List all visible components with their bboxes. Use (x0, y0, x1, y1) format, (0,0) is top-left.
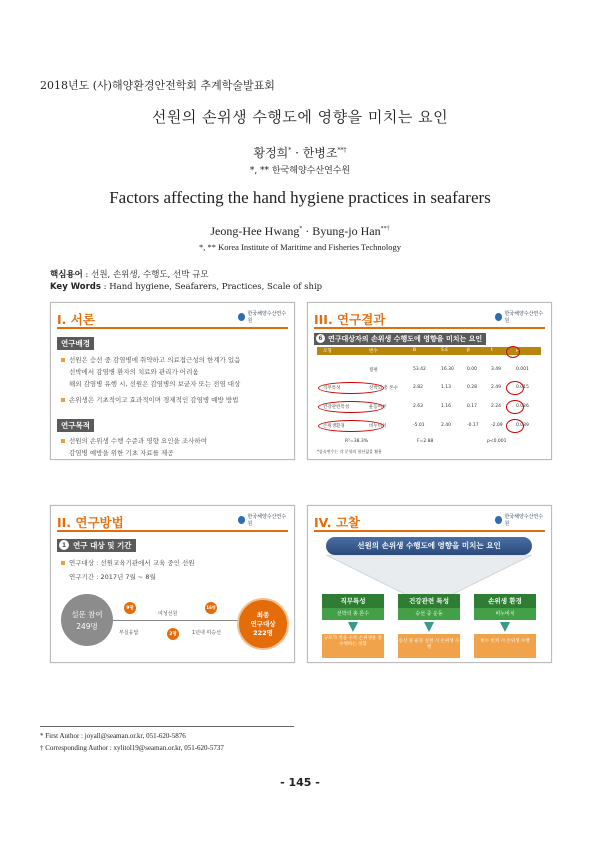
institute-logo (495, 514, 545, 525)
title-underline (57, 327, 288, 329)
table-cell: 직무특성 (323, 386, 341, 391)
conference-header: 2018년도 (사)해양환경안전학회 추계학술발표회 (40, 79, 275, 92)
table-cell: 0.17 (467, 404, 478, 409)
table-cell: 0.026 (516, 404, 529, 409)
factor-1-title: 직무특성 (322, 594, 384, 608)
table-cell: 비누비치 (369, 424, 387, 429)
slide-title: III. 연구결과 (314, 312, 386, 327)
factor-2-title: 건강관련 특성 (398, 594, 460, 608)
author-2-en: · Byung-jo Han (302, 224, 381, 238)
table-cell: 3.49 (491, 367, 502, 372)
table-header-cell: 변수 (369, 349, 378, 354)
slide-methods (50, 505, 295, 663)
table-cell: -2.09 (491, 423, 503, 428)
highlight-oval (506, 381, 524, 395)
title-underline (57, 530, 288, 532)
slide-introduction (50, 302, 295, 460)
author-2-mark: **† (337, 147, 347, 154)
table-cell: 1.13 (441, 385, 452, 390)
factors-banner: 선원의 손위생 수행도에 영향을 미치는 요인 (326, 537, 532, 555)
author-1-en-mark: * (299, 226, 303, 232)
author-1-mark: * (288, 147, 292, 154)
highlight-oval (506, 419, 524, 433)
table-cell: 절편 (369, 368, 378, 373)
exclusion-2-count: 2명 (169, 632, 177, 637)
logo-icon (238, 313, 245, 321)
exclusion-3-count: 16명 (206, 605, 216, 610)
logo-text: 한국해양수산연수원 (504, 513, 544, 527)
table-cell: 1.16 (441, 404, 452, 409)
keywords-english (50, 282, 322, 292)
paper-title-english: Factors affecting the hand hygiene practices in seafarers (109, 188, 491, 207)
flow-line (113, 620, 238, 621)
arrow-down-icon (348, 622, 358, 632)
table-cell: 0.039 (516, 423, 529, 428)
title-underline (314, 530, 545, 532)
author-2-en-mark: **† (380, 226, 390, 232)
table-header-cell: t (491, 348, 493, 353)
bullet-3-text: 선원의 손위생 수행 수준과 영향 요인을 조사하여 (69, 437, 207, 445)
highlight-oval (318, 420, 387, 432)
survey-label: 설문 참여 (71, 610, 103, 619)
p-value: p<0.001 (487, 439, 507, 444)
slide-title: I. 서론 (57, 312, 95, 327)
table-header-cell: p (516, 348, 519, 353)
paper-title-korean: 선원의 손위생 수행도에 영향을 미치는 요인 (151, 108, 449, 126)
table-header-cell: 모형 (323, 349, 332, 354)
final-count: 222명 (253, 629, 273, 637)
bullet-2 (61, 395, 238, 404)
author-2: · 한병조 (291, 146, 338, 160)
author-1: 황정희 (253, 146, 289, 160)
final-label-1: 최종 (256, 611, 270, 619)
bullet-icon (61, 561, 65, 565)
table-cell: 2.82 (413, 385, 424, 390)
bullet-icon (61, 439, 65, 443)
methods-subtitle: 연구 대상 및 기간 (57, 539, 136, 552)
section-tag-background: 연구배경 (57, 337, 94, 350)
factor-3-title: 손위생 환경 (474, 594, 536, 608)
outcome-2: 승선 중 운동 실천 시 손위생 수행 (398, 634, 460, 658)
authors-english (0, 224, 600, 239)
affiliation-english: *, ** Korea Institute of Maritime and Fisheries Technology (198, 242, 402, 252)
bullet-1 (61, 355, 240, 364)
logo-text: 한국해양수산연수원 (247, 513, 287, 527)
slide-title: IV. 고찰 (314, 515, 360, 530)
bullet-icon (61, 358, 65, 362)
highlight-oval (318, 401, 387, 413)
outcome-1: 규모가 작을 수록 손위생을 잘 수행하는 경향 (322, 634, 384, 658)
factor-1-text: 선박의 총 톤수 (322, 608, 384, 620)
table-cell: 2.40 (441, 423, 452, 428)
table-cell: 0.015 (516, 385, 529, 390)
bullet-1b: 선박에서 감염병 환자의 치료와 관리가 어려움 (69, 368, 199, 376)
logo-icon (238, 516, 245, 524)
results-subtitle: 연구대상자의 손위생 수행도에 영향을 미치는 요인 (314, 333, 486, 345)
logo-icon (495, 313, 502, 321)
exclusion-3-label: 1년내 미승선 (192, 630, 221, 636)
bullet-3 (61, 436, 207, 445)
table-cell: 2.24 (491, 404, 502, 409)
table-cell: 0.001 (516, 367, 529, 372)
table-cell: 0.00 (467, 367, 478, 372)
table-header-cell: β (467, 348, 470, 353)
exclusion-1-count: 9명 (126, 606, 134, 611)
bullet-subjects-text: 연구대상 : 선원교육기관에서 교육 중인 선원 (69, 559, 195, 567)
table-cell: 선박의 총 톤수 (369, 386, 398, 391)
bullet-2-text: 손위생은 기초적이고 효과적이며 경제적인 감염병 예방 방법 (69, 396, 239, 404)
table-cell: 손위생환경 (323, 424, 345, 429)
institute-logo (495, 311, 545, 322)
slide-discussion (307, 505, 552, 663)
funnel-shape (326, 555, 532, 595)
bullet-icon (61, 398, 65, 402)
table-cell: 16.30 (441, 367, 454, 372)
section-number-badge: 6 (316, 334, 325, 343)
slide-results (307, 302, 552, 460)
outcome-3: 비누 비치 시 손위생 수행 (474, 634, 536, 658)
institute-logo (238, 514, 288, 525)
arrows-down (308, 622, 551, 634)
keywords-ko-label: 핵심용어 (50, 270, 83, 280)
highlight-oval (506, 346, 520, 358)
logo-text: 한국해양수산연수원 (247, 310, 287, 324)
highlight-oval (318, 382, 384, 394)
table-cell: 53.42 (413, 367, 426, 372)
keywords-ko-text: : 선원, 손위생, 수행도, 선박 규모 (82, 270, 209, 280)
logo-icon (495, 516, 502, 524)
affiliation-korean: *, ** 한국해양수산연수원 (249, 166, 351, 176)
footnote-corresponding-author: † Corresponding Author : xylitol19@seaman.or.kr, 051-620-5737 (40, 744, 224, 752)
title-underline (314, 327, 545, 329)
arrow-down-icon (424, 622, 434, 632)
table-header-cell: S.E (441, 348, 449, 353)
arrow-down-icon (500, 622, 510, 632)
table-note: *종속변수는 각 문항의 합산값을 활용 (317, 449, 383, 454)
f-value: F=2.88 (417, 439, 434, 444)
table-cell: -5.01 (413, 423, 425, 428)
table-cell: 2.49 (491, 385, 502, 390)
bullet-period: 연구기간 : 2017년 7월 ~ 8월 (69, 573, 156, 581)
footnote-rule (40, 726, 294, 727)
survey-circle (61, 594, 113, 646)
table-cell: 운동여부 (369, 405, 387, 410)
final-label-2: 연구대상 (250, 620, 276, 628)
table-cell: 건강관련특성 (323, 405, 350, 410)
slide-title: II. 연구방법 (57, 515, 124, 530)
bullet-3b: 감염병 예방을 위한 기초 자료를 제공 (69, 449, 174, 457)
footnote-first-author: * First Author : joyall@seaman.or.kr, 051-620-5876 (40, 732, 186, 740)
keywords-en-label: Key Words (50, 282, 101, 292)
section-number-badge: 1 (59, 540, 69, 550)
table-cell: 2.63 (413, 404, 424, 409)
table-cell: -0.17 (467, 423, 479, 428)
section-tag-purpose: 연구목적 (57, 419, 94, 432)
keywords-en-text: : Hand hygiene, Seafarers, Practices, Scale of ship (100, 282, 323, 292)
keywords-korean (50, 268, 209, 280)
factor-3-text: 비누비치 (474, 608, 536, 620)
author-1-en: Jeong-Hee Hwang (210, 224, 300, 238)
bullet-1-text: 선원은 승선 중 감염병에 취약하고 의료접근성의 한계가 있음 (69, 356, 241, 364)
table-cell: 0.28 (467, 385, 478, 390)
bullet-1c: 해외 감염병 유행 시, 선원은 감염병의 보균자 또는 전염 대상 (69, 380, 241, 388)
page-number: - 145 - (280, 776, 320, 789)
table-row (317, 367, 541, 379)
authors-korean (0, 144, 600, 161)
survey-count: 249명 (76, 622, 98, 631)
table-header-cell: B (413, 348, 417, 353)
factor-2-text: 승선 중 운동 (398, 608, 460, 620)
bullet-subjects (61, 558, 195, 567)
logo-text: 한국해양수산연수원 (504, 310, 544, 324)
r-squared: R²=38.3% (345, 439, 368, 444)
exclusion-1-label: 부실응답 (119, 630, 139, 636)
institute-logo (238, 311, 288, 322)
highlight-oval (506, 400, 524, 414)
exclusion-2-label: 여성선원 (158, 611, 178, 617)
